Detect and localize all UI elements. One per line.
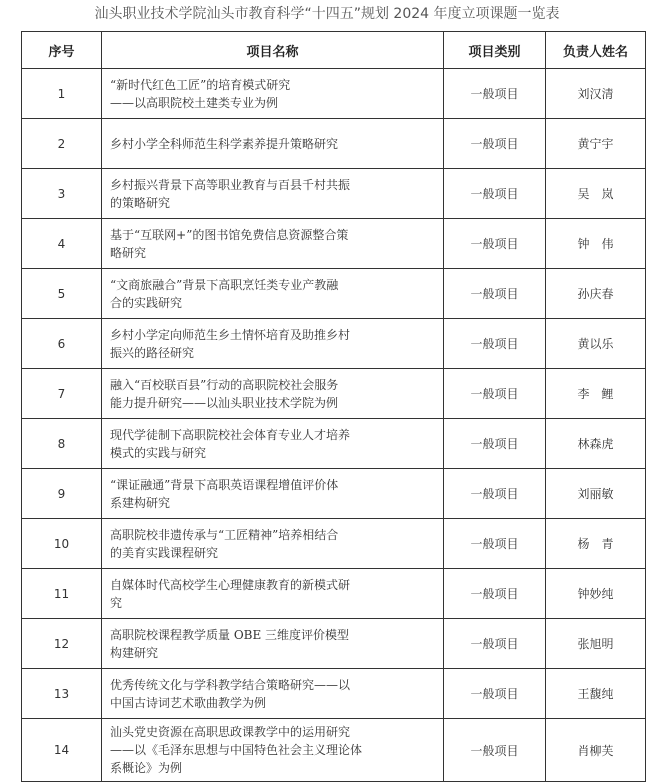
row-number: 3 xyxy=(22,169,102,219)
project-type: 一般项目 xyxy=(444,169,546,219)
header-type: 项目类别 xyxy=(444,32,546,69)
project-name-line: 系建构研究 xyxy=(110,495,171,510)
project-name xyxy=(102,569,444,619)
table-row xyxy=(22,669,646,719)
project-name-line: 自媒体时代高校学生心理健康教育的新模式研 xyxy=(110,577,351,592)
project-name-line: 的策略研究 xyxy=(110,195,171,210)
project-name xyxy=(102,319,444,369)
row-number: 1 xyxy=(22,69,102,119)
project-name-line: “新时代红色工匠”的培育模式研究 xyxy=(110,77,291,92)
project-name-line: 乡村振兴背景下高等职业教育与百县千村共振 xyxy=(110,177,351,192)
table-row xyxy=(22,219,646,269)
row-number: 13 xyxy=(22,669,102,719)
table-row xyxy=(22,169,646,219)
header-name: 项目名称 xyxy=(102,32,444,69)
header-row xyxy=(22,32,646,69)
project-name-line: ——以《毛泽东思想与中国特色社会主义理论体 xyxy=(110,743,363,757)
project-type: 一般项目 xyxy=(444,269,546,319)
project-type: 一般项目 xyxy=(444,469,546,519)
projects-table xyxy=(21,31,646,782)
project-name-line: 构建研究 xyxy=(110,645,159,660)
project-lead: 刘丽敏 xyxy=(546,469,646,519)
project-name-line: 合的实践研究 xyxy=(110,295,183,310)
project-lead: 刘汉清 xyxy=(546,69,646,119)
table-row xyxy=(22,569,646,619)
project-type: 一般项目 xyxy=(444,369,546,419)
project-name-line: 系概论》为例 xyxy=(110,761,183,775)
project-lead: 杨 青 xyxy=(546,519,646,569)
project-name xyxy=(102,219,444,269)
table-row xyxy=(22,369,646,419)
project-type: 一般项目 xyxy=(444,519,546,569)
project-type: 一般项目 xyxy=(444,569,546,619)
document-title: 汕头职业技术学院汕头市教育科学“十四五”规划 2024 年度立项课题一览表 xyxy=(94,6,560,22)
project-lead: 肖柳芙 xyxy=(546,719,646,782)
project-name xyxy=(102,119,444,169)
project-name-line: 模式的实践与研究 xyxy=(110,445,207,460)
table-row xyxy=(22,519,646,569)
table-row xyxy=(22,69,646,119)
project-name-line: 基于“互联网+”的图书馆免费信息资源整合策 xyxy=(110,227,349,242)
row-number: 5 xyxy=(22,269,102,319)
row-number: 2 xyxy=(22,119,102,169)
project-type: 一般项目 xyxy=(444,419,546,469)
project-name-line: 的美育实践课程研究 xyxy=(110,545,219,560)
project-type: 一般项目 xyxy=(444,219,546,269)
project-lead: 王馥纯 xyxy=(546,669,646,719)
project-type: 一般项目 xyxy=(444,669,546,719)
table-row xyxy=(22,719,646,782)
table-row xyxy=(22,119,646,169)
row-number: 6 xyxy=(22,319,102,369)
project-name xyxy=(102,719,444,782)
row-number: 4 xyxy=(22,219,102,269)
project-name-line: 优秀传统文化与学科教学结合策略研究——以 xyxy=(110,677,351,692)
row-number: 12 xyxy=(22,619,102,669)
project-lead: 黄以乐 xyxy=(546,319,646,369)
project-name-line: 能力提升研究——以汕头职业技术学院为例 xyxy=(110,395,339,410)
project-name-line: “课证融通”背景下高职英语课程增值评价体 xyxy=(110,477,339,492)
row-number: 8 xyxy=(22,419,102,469)
project-name-line: 高职院校课程教学质量 OBE 三维度评价模型 xyxy=(110,627,350,642)
project-lead: 张旭明 xyxy=(546,619,646,669)
project-name-line: 汕头党史资源在高职思政课教学中的运用研究 xyxy=(110,725,351,739)
project-type: 一般项目 xyxy=(444,319,546,369)
project-name xyxy=(102,269,444,319)
project-name-line: ——以高职院校土建类专业为例 xyxy=(110,95,279,110)
project-name xyxy=(102,169,444,219)
project-name xyxy=(102,469,444,519)
table-row xyxy=(22,319,646,369)
row-number: 9 xyxy=(22,469,102,519)
table-row xyxy=(22,469,646,519)
project-name-line: 乡村小学定向师范生乡土情怀培育及助推乡村 xyxy=(110,327,351,342)
project-lead: 钟 伟 xyxy=(546,219,646,269)
project-name-line: “文商旅融合”背景下高职烹饪类专业产教融 xyxy=(110,277,339,292)
table-row xyxy=(22,619,646,669)
header-person: 负责人姓名 xyxy=(546,32,646,69)
table-body xyxy=(22,69,646,782)
project-name-line: 略研究 xyxy=(110,245,147,260)
project-name-line: 现代学徒制下高职院校社会体育专业人才培养 xyxy=(110,427,351,442)
project-type: 一般项目 xyxy=(444,69,546,119)
project-lead: 李 鲤 xyxy=(546,369,646,419)
table-row xyxy=(22,419,646,469)
project-lead: 孙庆春 xyxy=(546,269,646,319)
project-type: 一般项目 xyxy=(444,119,546,169)
project-name xyxy=(102,419,444,469)
project-name xyxy=(102,669,444,719)
project-lead: 吴 岚 xyxy=(546,169,646,219)
project-type: 一般项目 xyxy=(444,619,546,669)
project-name-line: 中国古诗词艺术歌曲教学为例 xyxy=(110,695,267,710)
project-name xyxy=(102,619,444,669)
project-name xyxy=(102,519,444,569)
project-name-line: 高职院校非遗传承与“工匠精神”培养相结合 xyxy=(110,527,339,542)
project-name-line: 乡村小学全科师范生科学素养提升策略研究 xyxy=(110,136,339,151)
project-lead: 钟妙纯 xyxy=(546,569,646,619)
row-number: 7 xyxy=(22,369,102,419)
project-type: 一般项目 xyxy=(444,719,546,782)
row-number: 14 xyxy=(22,719,102,782)
project-name-line: 振兴的路径研究 xyxy=(110,345,195,360)
project-lead: 黄宁宇 xyxy=(546,119,646,169)
project-name-line: 融入“百校联百县”行动的高职院校社会服务 xyxy=(110,377,339,392)
row-number: 10 xyxy=(22,519,102,569)
project-name xyxy=(102,369,444,419)
project-lead: 林森虎 xyxy=(546,419,646,469)
project-name xyxy=(102,69,444,119)
header-no: 序号 xyxy=(22,32,102,69)
table-row xyxy=(22,269,646,319)
row-number: 11 xyxy=(22,569,102,619)
project-name-line: 究 xyxy=(110,595,123,610)
